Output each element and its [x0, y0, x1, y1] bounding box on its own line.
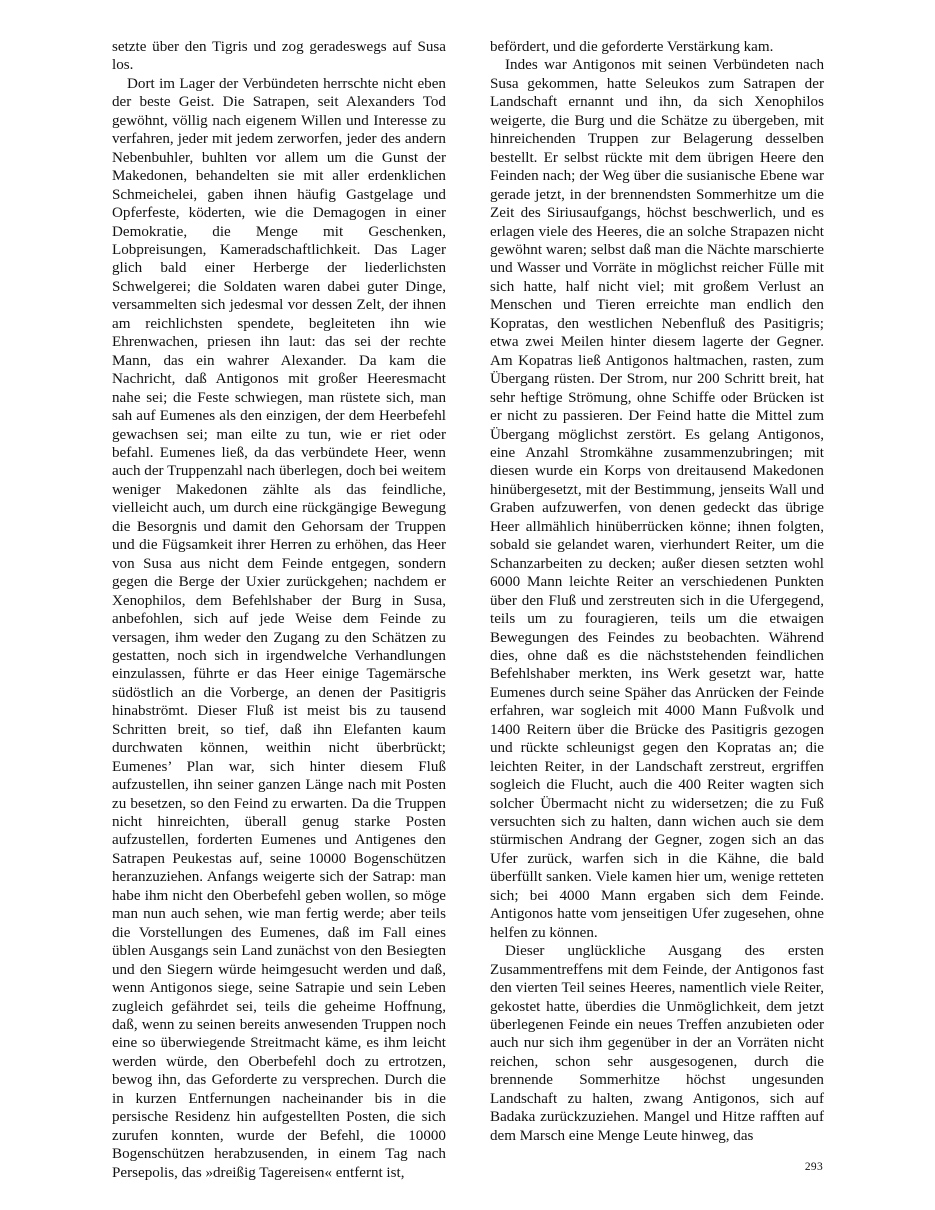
paragraph-continuation: befördert, und die geforderte Verstärkung kam. [490, 39, 774, 55]
page-number: 293 [804, 1161, 823, 1173]
left-text-column [112, 38, 446, 1182]
paragraph: Indes war Antigonos mit seinen Verbündeten nach Susa gekommen, hatte Seleukos zum Satrapen der Landschaft ernannt und ihn, da sich Xenophilos weigerte, die Burg und die Schätze zu übergeben, mit hinreichenden Truppen zur Belagerung desselben bestellt. Er selbst rückte mit dem übrigen Heere den Feinden nach; der Weg über die susianische Ebene war gerade jetzt, in der brennendsten Sommerhitze um die Zeit des Siriusaufgangs, höchst beschwerlich, und es erlagen viele des Heeres, die an solche Strapazen nicht gewöhnt waren; selbst daß man die Nächte marschierte und Wasser und Vorräte in möglichst reicher Fülle mit sich hatte, half nicht viel; mit großem Verlust an Menschen und Tieren erreichte man endlich den Kopratas, den westlichen Nebenfluß des Pasitigris; etwa zwei Meilen hinter diesem lagerte der Gegner. Am Kopatras ließ Antigonos haltmachen, rasten, zum Übergang rüsten. Der Strom, nur 200 Schritt breit, hat sehr heftige Strömung, ohne Schiffe oder Brücken ist er nicht zu passieren. Der Feind hatte die Mittel zum Übergang möglichst zerstört. Es gelang Antigonos, eine Anzahl Stromkähne zusammenzubringen; mit diesen wurde ein Korps von dreitausend Makedonen hinübergesetzt, mit der Bestimmung, jenseits Wall und Graben aufzuwerfen, von denen gedeckt das übrige Heer allmählich hinüberrücken könne; ihnen folgten, sobald sie gelandet waren, vierhundert Reiter, um die Schanzarbeiten zu decken; außer diesen setzten wohl 6000 Mann leichte Reiter an verschiedenen Punkten über den Fluß und zerstreuten sich in die Ufergegend, teils um zu fouragieren, teils um die etwaigen Bewegungen des Feindes zu beobachten. Während dies, ohne daß es die nächststehenden feindlichen Befehlshaber merkten, ins Werk gesetzt war, hatte Eumenes durch seine Späher das Anrücken der Feinde erfahren, war sogleich mit 4000 Mann Fußvolk und 1400 Reitern über die Brücke des Pasitigris gezogen und rückte schleunigst gegen den Kopratas an; die leichten Reiter, in der Landschaft zerstreut, ergriffen sogleich die Flucht, auch die 400 Reiter wagten sich solcher Übermacht nicht zu widersetzen; die zu Fuß versuchten sich zu halten, dann wichen auch sie dem stürmischen Andrang der Gegner, zogen sich an das Ufer zurück, warfen sich in die Kähne, die bald überfüllt sanken. Viele kamen hier um, wenige retteten sich; bei 4000 Mann ergaben sich dem Feinde. Antigonos hatte vom jenseitigen Ufer zugesehen, ohne helfen zu können. [490, 57, 824, 941]
right-text-column [490, 38, 824, 1145]
paragraph: Dort im Lager der Verbündeten herrschte nicht eben der beste Geist. Die Satrapen, seit Alexanders Tod gewöhnt, völlig nach eigenem Willen und Interesse zu verfahren, jeder mit jedem zerworfen, jeder des andern Nebenbuhler, buhlten vor allem um die Gunst der Makedonen, behandelten sie mit aller erdenklichen Schmeichelei, gaben ihnen häufig Gastgelage und Opferfeste, köderten, wie die Demagogen in einer Demokratie, die Menge mit Geschenken, Lobpreisungen, Kameradschaftlichkeit. Das Lager glich bald einer Herberge der liederlichsten Schwelgerei; die Soldaten waren dabei guter Dinge, versammelten sich jedesmal vor dessen Zelt, der ihnen am reichlichsten spendete, begleiteten ihn wie Ehrenwachen, priesen ihn laut: das sei der rechte Mann, das ein wahrer Alexander. Da kam die Nachricht, daß Antigonos mit großer Heeresmacht nahe sei; die Feste schwiegen, man rüstete sich, man sah auf Eumenes als den einzigen, der dem Heerbefehl gewachsen sei; man eilte zu tun, wie er riet oder befahl. Eumenes ließ, da das verbündete Heer, wenn auch der Truppenzahl nach überlegen, doch bei weitem weniger Makedonen zählte als das feindliche, vielleicht auch, um durch eine rückgängige Bewegung die Besorgnis und damit den Gehorsam der Truppen und die Fügsamkeit ihrer Herren zu erhöhen, das Heer von Susa aus nicht dem Feinde entgegen, sondern gegen die Berge der Uxier zurückgehen; nachdem er Xenophilos, dem Befehlshaber der Burg in Susa, anbefohlen, sich auf jede Weise dem Feinde zu versagen, ihm weder den Zugang zu den Schätzen zu gestatten, noch sich in irgendwelche Verhandlungen einzulassen, führte er das Heer einige Tagemärsche südöstlich an die Vorberge, an denen der Pasitigris hinabströmt. Dieser Fluß ist meist bis zu tausend Schritten breit, so tief, daß ihn Elefanten kaum durchwaten können, weithin nicht überbrückt; Eumenes’ Plan war, sich hinter diesem Fluß aufzustellen, ihn seiner ganzen Länge nach mit Posten zu besetzen, so den Feind zu erwarten. Da die Truppen nicht hinreichten, überall genug starke Posten aufzustellen, forderten Eumenes und Antigenes den Satrapen Peukestas auf, seine 10000 Bogenschützen heranzuziehen. Anfangs weigerte sich der Satrap: man habe ihm nicht den Oberbefehl geben wollen, so möge man nun auch sehen, wie man fertig werde; aber teils die Vorstellungen des Eumenes, daß im Fall eines üblen Ausgangs sein Land zunächst von den Besiegten und den Siegern würde heimgesucht werden und daß, wenn Antigonos siege, seine Satrapie und sein Leben zugleich gefährdet sei, teils die geheime Hoffnung, daß, wenn zu seinen bereits anwesenden Truppen noch eine so überwiegende Streitmacht käme, es ihm leicht werden würde, den Oberbefehl doch zu ertrotzen, bewog ihn, das Geforderte zu versprechen. Durch die in kurzen Entfernungen nacheinander bis in die persische Residenz hin aufgestellten Posten, die sich zurufen konnten, wurde der Befehl, die 10000 Bogenschützen herabzusenden, in einem Tag nach Persepolis, das »dreißig Tagereisen« entfernt ist, [112, 75, 446, 1181]
paragraph: Dieser unglückliche Ausgang des ersten Zusammentreffens mit dem Feinde, der Antigonos fast den vierten Teil seines Heeres, namentlich viele Reiter, gekostet hatte, überdies die Unmöglichkeit, dem jetzt überlegenen Feinde ein neues Treffen anzubieten oder auch nur sich ihm gegenüber in der an Vorräten nicht reichen, schon sehr ausgesogenen, durch die brennende Sommerhitze höchst ungesunden Landschaft zu halten, zwang Antigonos, sich auf Badaka zurückzuziehen. Mangel und Hitze rafften auf dem Marsch eine Menge Leute hinweg, das [490, 943, 824, 1144]
paragraph-continuation: setzte über den Tigris und zog geradeswegs auf Susa los. [112, 39, 446, 74]
